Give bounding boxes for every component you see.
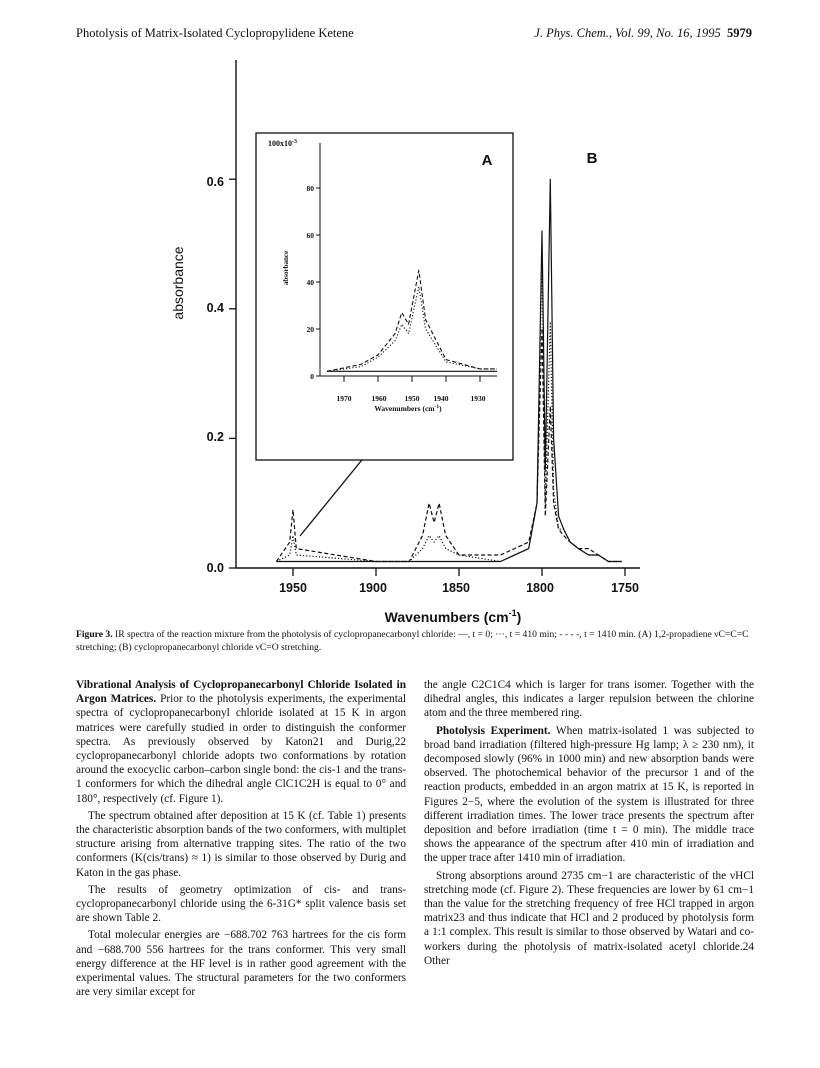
- page-number: 5979: [727, 26, 752, 40]
- inset-ytick-label: 40: [306, 278, 314, 287]
- inset-ytick-label: 20: [306, 325, 314, 334]
- inset-xtick-label: 1960: [371, 394, 387, 403]
- right-column: [424, 678, 754, 971]
- caption-label: Figure 3.: [76, 629, 113, 640]
- main-xtick-label: 1800: [526, 581, 554, 595]
- main-xtick-label: 1850: [442, 581, 470, 595]
- main-y-axis-label: absorbance: [170, 246, 186, 320]
- callout-arrow: [300, 450, 370, 536]
- inset-xtick-label: 1930: [470, 394, 486, 403]
- caption-text: IR spectra of the reaction mixture from the photolysis of cyclopropanecarbonyl chloride: —, t = 0; ···, t = 410 min; - - - -, t = 1410 min. (A) 1,2-propadiene νC=C=C stretching; (B) cyclopropanecarbonyl chloride νC=O stretching.: [76, 629, 749, 653]
- inset-ytick-label: 80: [306, 184, 314, 193]
- paragraph: The results of geometry optimization of cis- and trans-cyclopropanecarbonyl chloride using the 6-31G* split valence basis set are shown Table 2.: [76, 883, 406, 925]
- main-x-tick-marks: [293, 568, 625, 576]
- paragraph: The spectrum obtained after deposition at 15 K (cf. Table 1) presents the characteristic absorption bands of the two conformers, with multiplet structure arising from alternative trapping sites. The ratio of the two conformers (K(cis/trans) ≈ 1) is similar to those observed by Durig and Katon in the gas phase.: [76, 809, 406, 879]
- paragraph: Vibrational Analysis of Cyclopropanecarbonyl Chloride Isolated in Argon Matrices. Prior to the photolysis experiments, the experimental spectra of cyclopropanecarbonyl chloride isolated at 15 K in argon matrices were carefully studied in order to distinguish the conformer spectra. As previously observed by Katon21 and Durig,22 cyclopropanecarbonyl chloride adopts two conformations by rotation around the exocyclic carbon–carbon single bond: the cis-1 and the trans-1 conformers for which the dihedral angle ClC1C2H is equal to 0° and 180°, respectively (cf. Figure 1).: [76, 679, 406, 805]
- inset-xtick-label: 1970: [336, 394, 352, 403]
- inset-xtick-label: 1950: [404, 394, 420, 403]
- main-x-axis-label: Wavenumbers $(cm^{-1})$: [384, 608, 522, 625]
- panel-a-label: A: [481, 152, 493, 169]
- journal-citation: J. Phys. Chem., Vol. 99, No. 16, 1995: [534, 26, 721, 40]
- section-heading: Vibrational Analysis of Cyclopropanecarbonyl Chloride Isolated in Argon Matrices.: [76, 679, 406, 706]
- paragraph: the angle C2C1C4 which is larger for trans isomer. Together with the dihedral angles, this indicates a larger repulsion between the chlorine atom and the three membered ring.: [424, 679, 754, 720]
- main-ytick-label: 0.4: [206, 301, 224, 315]
- running-head-title: Photolysis of Matrix-Isolated Cyclopropylidene Ketene: [76, 26, 354, 40]
- main-ytick-label: 0.0: [206, 561, 224, 575]
- left-column: [76, 678, 406, 1002]
- paragraph: Total molecular energies are −688.702 763 hartrees for the cis form and −688.700 556 hartrees for the trans conformer. This very small energy difference at the HF level is in rather good agreement with the experimental values. The structural parameters for the two conformers are very similar except for: [76, 929, 406, 999]
- inset-ytick-label: 0: [310, 372, 314, 381]
- main-ytick-label: 0.6: [206, 175, 224, 189]
- main-xtick-label: 1950: [279, 581, 307, 595]
- inset-scale-label: $100x10^{-3}$: [268, 139, 297, 148]
- subsection-heading: Photolysis Experiment.: [436, 724, 551, 737]
- inset-ytick-label: 60: [306, 231, 314, 240]
- panel-b-label: B: [586, 150, 598, 167]
- paragraph: Strong absorptions around 2735 cm−1 are characteristic of the νHCl stretching mode (cf. Figure 2). These frequencies are lower by 61 cm−1 than the value for the stretching frequency of free HCl trapped in argon matrix23 and thus indicate that HCl and 2 produced by photolysis form a 1:1 complex. This result is similar to those observed by Watari and co-workers during the photolysis of matrix-isolated acetyl chloride.24 Other: [424, 869, 754, 967]
- inset-x-axis-label: Wavenumbers $(cm^{-1})$: [374, 404, 442, 413]
- main-y-tick-marks: [229, 179, 236, 568]
- inset-y-axis-label: absorbance: [282, 250, 290, 286]
- main-ytick-label: 0.2: [206, 430, 224, 444]
- main-xtick-label: 1750: [611, 581, 639, 595]
- main-xtick-label: 1900: [359, 581, 387, 595]
- paragraph: Photolysis Experiment. When matrix-isolated 1 was subjected to broad band irradiation (filtered high-pressure Hg lamp; λ ≥ 230 nm), it decomposed slowly (96% in 1000 min) and new absorption bands were observed. The photochemical behavior of the precursor 1 and of the reaction products, embedded in an argon matrix at 15 K, is reported in Figures 2−5, where the evolution of the system is illustrated for three different irradiation times. The lower trace presents the spectrum after deposition and before irradiation (time t = 0 min). The middle trace shows the appearance of the spectrum after 410 min of irradiation and the upper trace after 1410 min of irradiation.: [424, 724, 754, 865]
- inset-xtick-label: 1940: [433, 394, 449, 403]
- figure-caption: [76, 628, 752, 654]
